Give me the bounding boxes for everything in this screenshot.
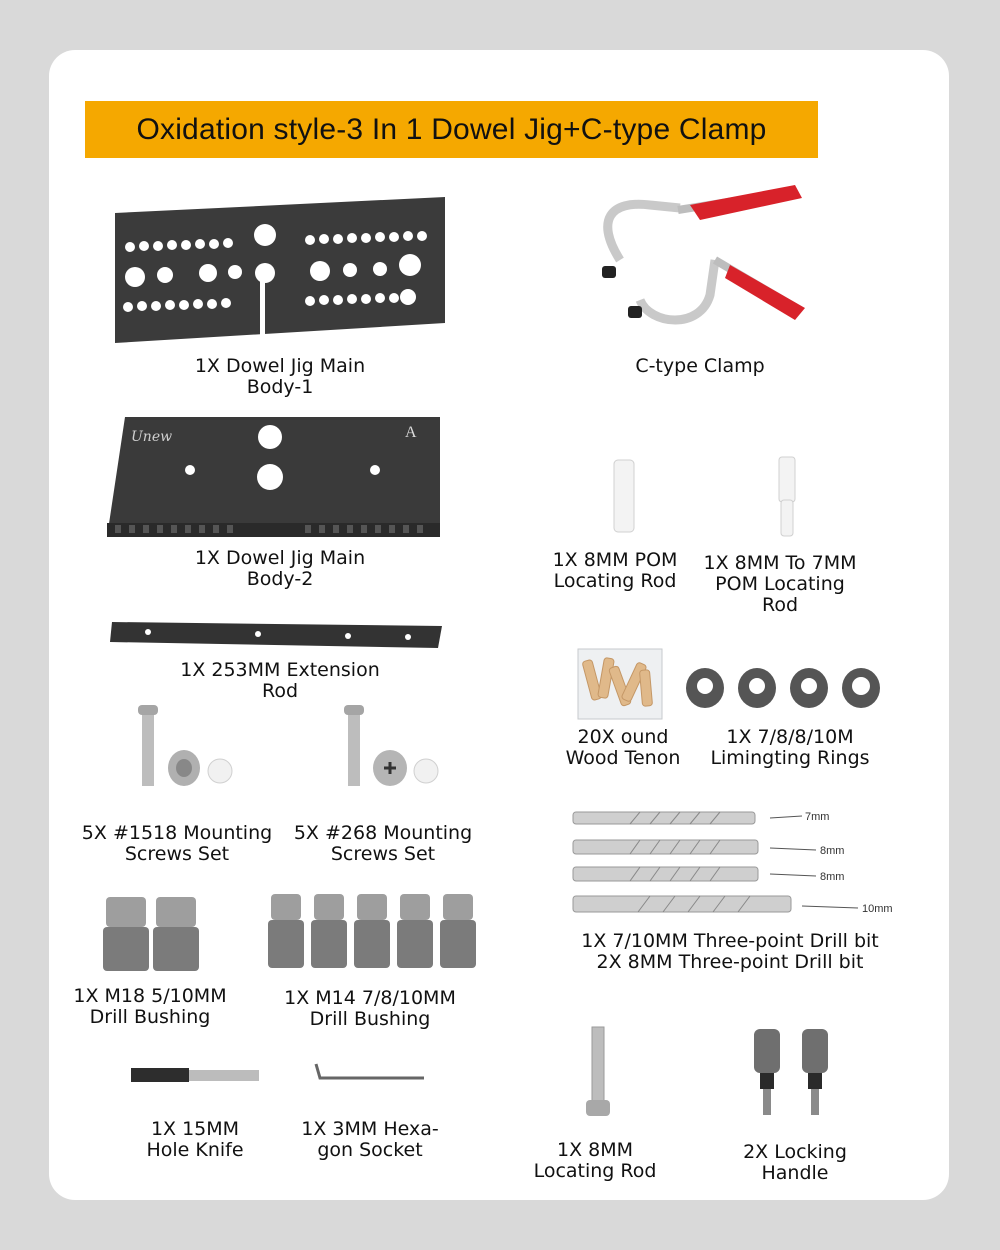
label-bushing-m18: 1X M18 5/10MM Drill Bushing bbox=[73, 985, 227, 1028]
drill-size-7mm: 7mm bbox=[805, 811, 830, 823]
label-locking-handle: 2X Locking Handle bbox=[743, 1141, 847, 1184]
label-bushing-m14: 1X M14 7/8/10MM Drill Bushing bbox=[284, 987, 456, 1030]
c-clamp-icon bbox=[590, 180, 815, 330]
wood-tenon-bag-icon bbox=[577, 648, 663, 720]
label-jig-body-1: 1X Dowel Jig Main Body-1 bbox=[194, 355, 366, 398]
label-drill-bits: 1X 7/10MM Three-point Drill bit 2X 8MM Three-point Drill bit bbox=[581, 930, 879, 973]
label-pom-rod-8: 1X 8MM POM Locating Rod bbox=[552, 549, 678, 592]
label-screws-268: 5X #268 Mounting Screws Set bbox=[293, 822, 473, 865]
label-hex-socket: 1X 3MM Hexa- gon Socket bbox=[301, 1118, 439, 1161]
label-pom-rod-8-7: 1X 8MM To 7MM POM Locating Rod bbox=[703, 552, 857, 616]
cam-screw-set-1518-icon bbox=[132, 703, 242, 788]
hex-key-icon bbox=[312, 1062, 427, 1086]
locking-handle-icon bbox=[748, 1025, 838, 1120]
label-c-clamp: C-type Clamp bbox=[635, 355, 765, 377]
label-locating-rod-8: 1X 8MM Locating Rod bbox=[533, 1139, 657, 1182]
extension-rod-icon bbox=[108, 618, 448, 652]
drill-bit-icon bbox=[570, 804, 920, 919]
drill-size-8mm-b: 8mm bbox=[820, 871, 845, 883]
cam-screw-set-268-icon bbox=[338, 703, 448, 788]
jig-logo-text: Unew bbox=[131, 429, 173, 445]
dowel-jig-plate-icon bbox=[110, 195, 450, 345]
jig-a-mark: A bbox=[405, 424, 417, 441]
page-title: Oxidation style-3 In 1 Dowel Jig+C-type Clamp bbox=[85, 101, 818, 158]
label-extension-rod: 1X 253MM Extension Rod bbox=[180, 659, 380, 702]
limiting-ring-icon bbox=[683, 666, 883, 710]
drill-size-8mm-a: 8mm bbox=[820, 845, 845, 857]
label-hole-knife: 1X 15MM Hole Knife bbox=[146, 1118, 244, 1161]
drill-size-10mm: 10mm bbox=[862, 903, 893, 915]
label-limiting-rings: 1X 7/8/8/10M Limingting Rings bbox=[710, 726, 870, 769]
label-screws-1518: 5X #1518 Mounting Screws Set bbox=[81, 822, 273, 865]
forstner-bit-icon bbox=[128, 1062, 263, 1088]
label-wood-tenon: 20X ound Wood Tenon bbox=[565, 726, 681, 769]
pom-rod-icon bbox=[612, 458, 638, 534]
locating-pin-icon bbox=[580, 1025, 616, 1120]
pom-rod-stepped-icon bbox=[775, 455, 801, 540]
dowel-jig-block-icon bbox=[105, 415, 445, 545]
label-jig-body-2: 1X Dowel Jig Main Body-2 bbox=[194, 547, 366, 590]
drill-bushing-m14-icon bbox=[265, 890, 485, 972]
drill-bushing-m18-icon bbox=[100, 893, 210, 975]
